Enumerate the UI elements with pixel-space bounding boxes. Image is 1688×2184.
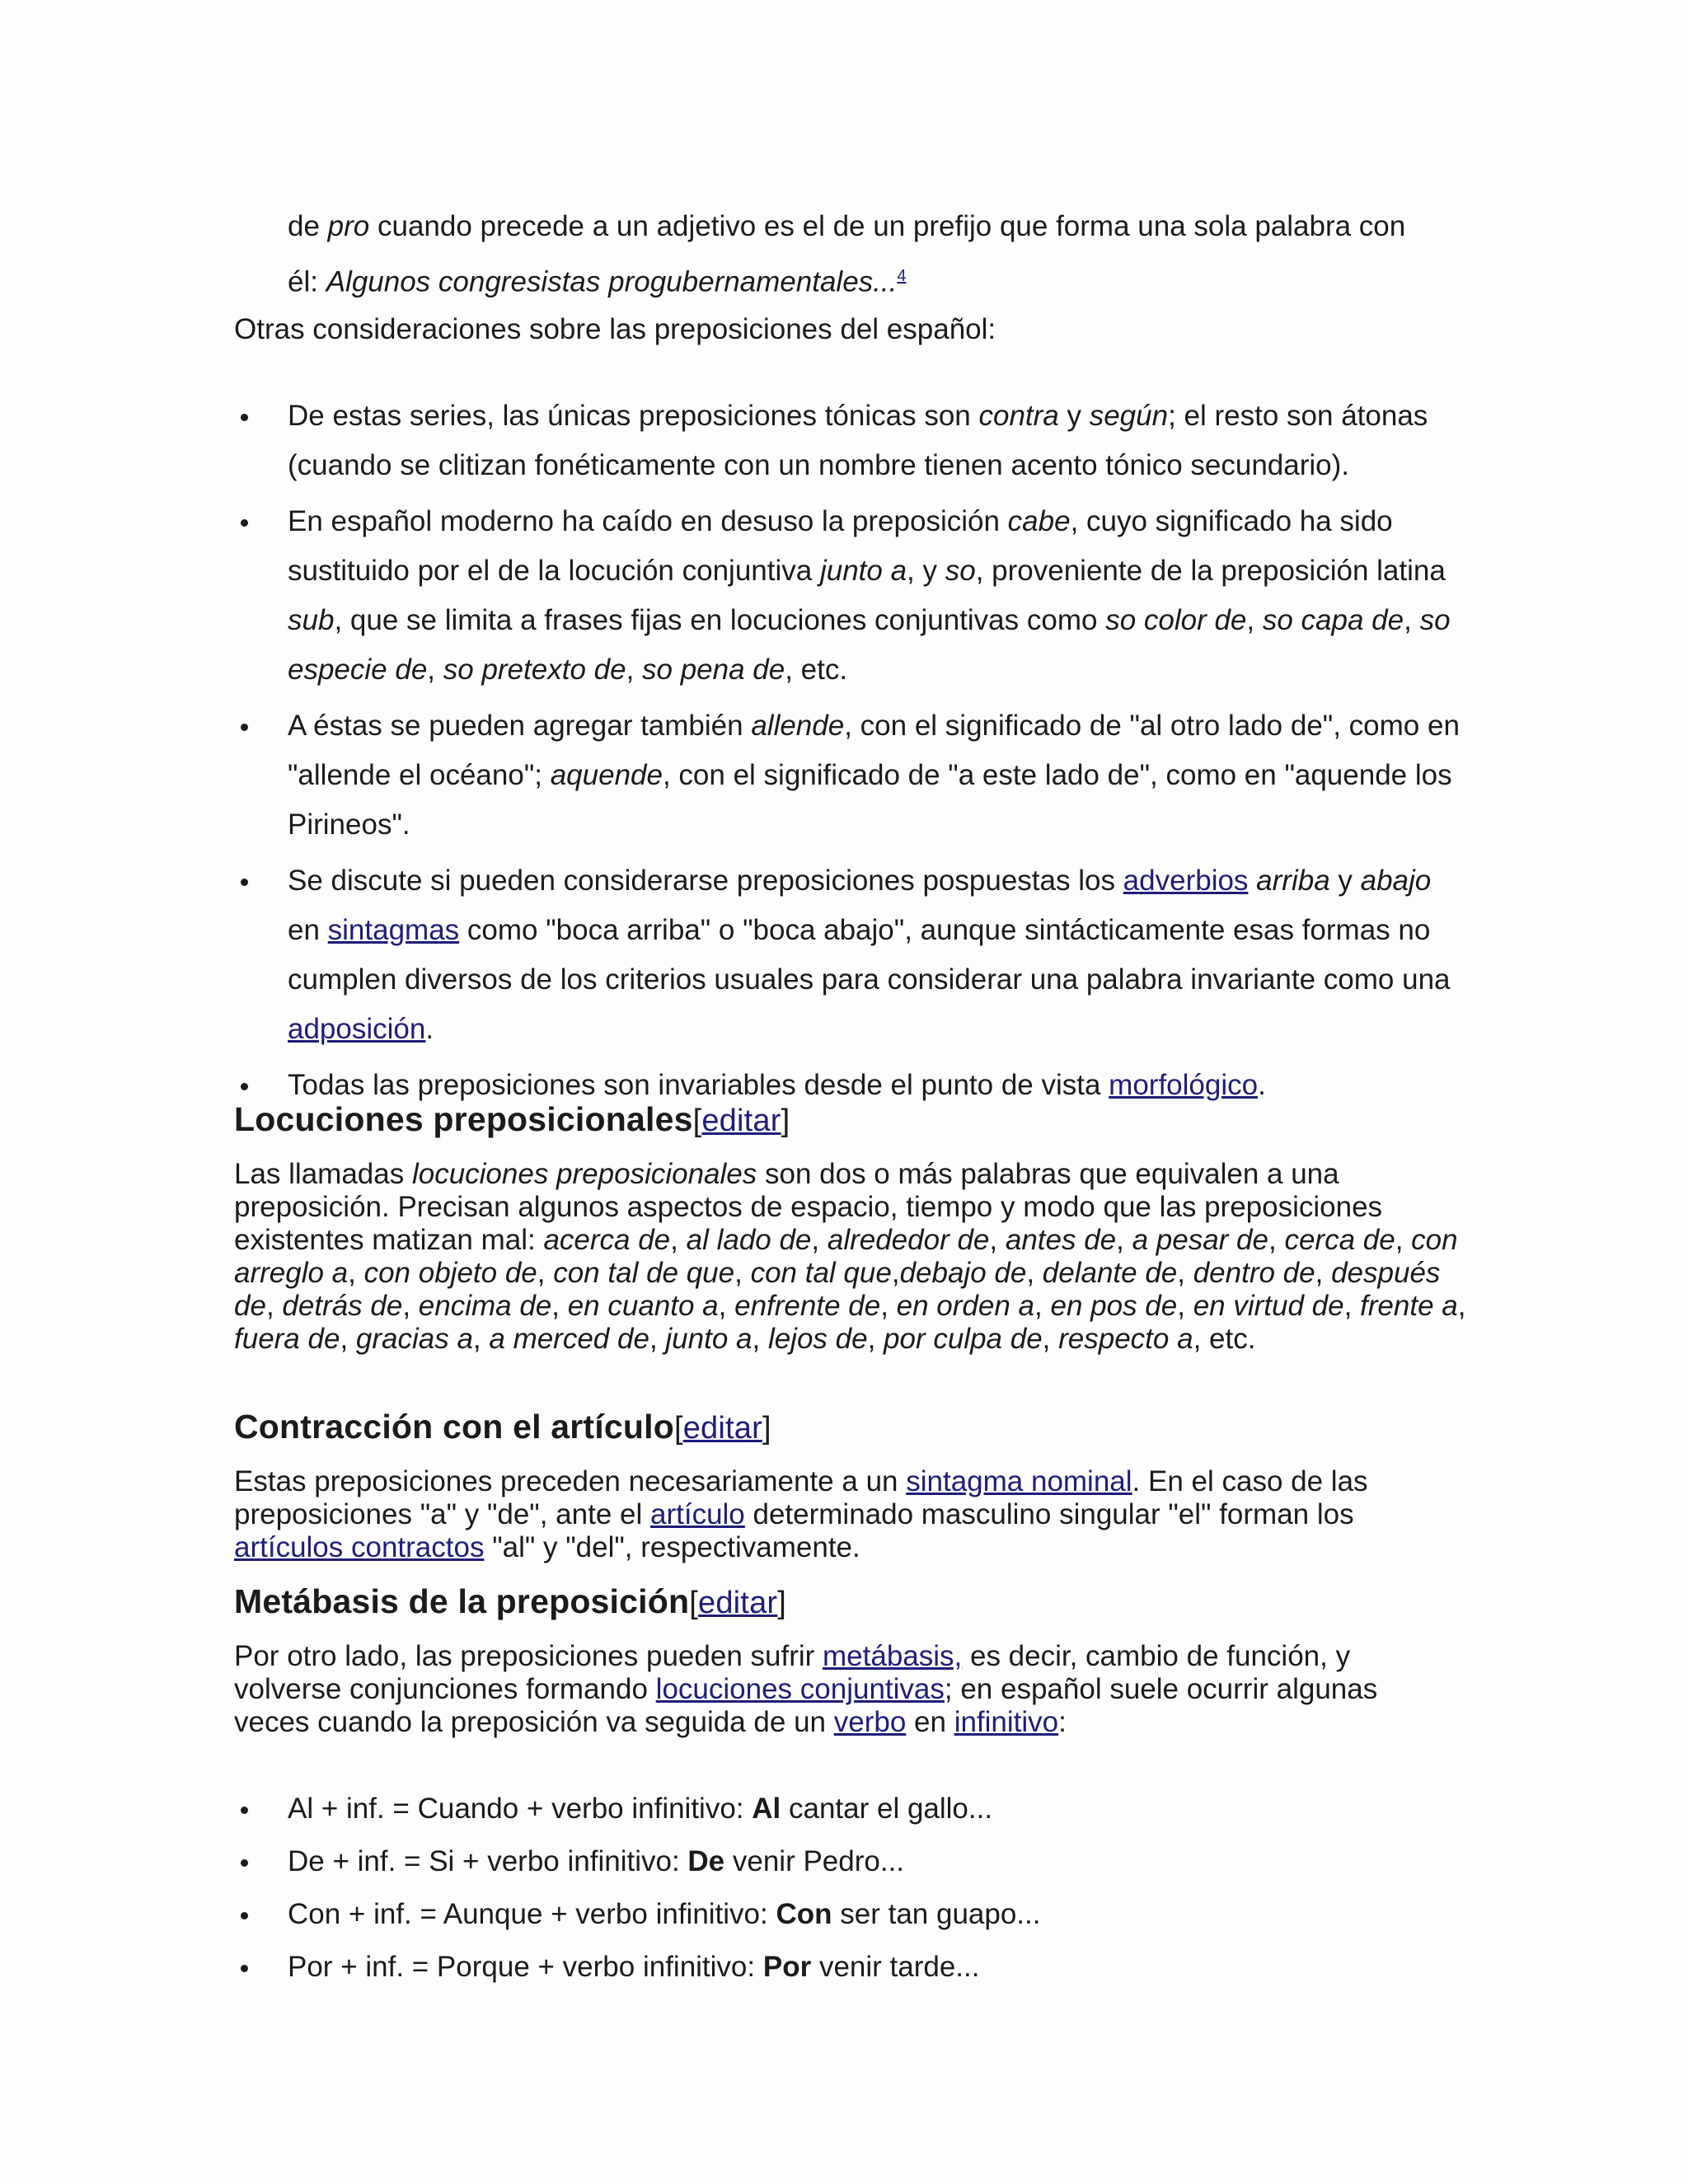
text: etc.: [1209, 1323, 1256, 1355]
text: él:: [288, 265, 326, 298]
example-locution: a merced de: [489, 1323, 649, 1355]
bullet-icon: [241, 1859, 248, 1867]
link-articulos-contractos[interactable]: artículos contractos: [234, 1531, 485, 1563]
intro-consideraciones: Otras consideraciones sobre las preposiciones del español:: [234, 313, 996, 345]
italic-term: según: [1089, 400, 1169, 432]
italic-term: cabe: [1007, 505, 1071, 537]
metabasis-paragraph: [234, 1640, 1446, 1739]
text: , cuyo significado ha sido sustituido por el de la locución conjuntiva: [288, 505, 1393, 587]
example-locution: a pesar de: [1132, 1224, 1268, 1256]
example-locution: con objeto de: [363, 1257, 537, 1289]
rule-text: Al + inf. = Cuando + verbo infinitivo:: [288, 1793, 753, 1825]
text: en: [906, 1706, 954, 1738]
italic-term: junto a: [819, 555, 907, 587]
bold-term: De: [687, 1845, 725, 1877]
continuation-paragraph: [234, 202, 1483, 307]
example-locution: por culpa de: [884, 1323, 1043, 1355]
text: ,: [1246, 604, 1263, 636]
text: cuando precede a un adjetivo es el de un prefijo que forma una sola palabra con: [369, 210, 1406, 242]
text: , que se limita a frases fijas en locuciones conjuntivas como: [334, 604, 1106, 636]
example-locution: enfrente de: [734, 1290, 881, 1322]
bold-term: Al: [752, 1793, 781, 1825]
list-item: [234, 856, 1470, 1054]
list-item: [234, 1943, 1470, 1992]
example-locution: encima de: [418, 1290, 552, 1322]
rule-text: Con + inf. = Aunque + verbo infinitivo:: [288, 1898, 776, 1930]
list-item: [234, 497, 1470, 695]
text: [1248, 865, 1256, 897]
link-infinitivo[interactable]: infinitivo: [954, 1706, 1059, 1738]
section-title: Locuciones preposicionales: [234, 1100, 693, 1138]
text: , proveniente de la preposición latina: [975, 555, 1446, 587]
text: , con el significado de "a este lado de", como en "aquende los Pirineos".: [288, 759, 1452, 841]
text: y: [1058, 400, 1090, 432]
example-locution: delante de: [1042, 1257, 1178, 1289]
example-text: cantar el gallo...: [781, 1793, 993, 1825]
bullet-icon: [241, 1807, 248, 1814]
example-locution: lejos de: [767, 1323, 868, 1355]
contraccion-paragraph: [234, 1465, 1446, 1564]
example-locution: antes de: [1005, 1224, 1117, 1256]
locuciones-paragraph: Las llamadas locuciones preposicionales son dos o más palabras que equivalen a una preposición. Precisan algunos aspectos de espacio, tiempo y modo que las preposiciones existentes matizan mal: acerca de, al lado de, alrededor de, antes de, a pesar de, cerca de, con arreglo a, con objeto de, con tal de que, con tal que,debajo de, delante de, dentro de, después de, detrás de, encima de, en cuanto a, enfrente de, en orden a, en pos de, en virtud de, frente a, fuera de, gracias a, a merced de, junto a, lejos de, por culpa de, respecto a, etc.: [234, 1158, 1466, 1355]
text: en: [288, 914, 328, 946]
considerations-list: [234, 391, 1470, 1110]
list-item: [234, 391, 1470, 490]
text: es decir, cambio de función, y volverse conjunciones formando: [234, 1640, 1351, 1705]
text: A éstas se pueden agregar también: [288, 710, 752, 742]
example-locution: en cuanto a: [567, 1290, 719, 1322]
example-locution: detrás de: [282, 1290, 403, 1322]
edit-link[interactable]: editar: [701, 1104, 781, 1138]
link-adposicion[interactable]: adposición: [288, 1013, 426, 1045]
heading-metabasis: Metábasis de la preposición[editar]: [234, 1582, 787, 1620]
footnote-link[interactable]: 4: [897, 267, 907, 285]
text: En español moderno ha caído en desuso la preposición: [288, 505, 1008, 537]
example-text: venir tarde...: [811, 1951, 980, 1983]
italic-term: abajo: [1360, 865, 1432, 897]
heading-contraccion: Contracción con el artículo[editar]: [234, 1408, 771, 1446]
example-locution: cerca de: [1284, 1224, 1395, 1256]
italic-term: sub: [288, 604, 335, 636]
text: , etc.: [785, 654, 848, 686]
bullet-icon: [241, 519, 248, 527]
list-item: [234, 701, 1470, 850]
text: ,: [1404, 604, 1420, 636]
italic-term: contra: [978, 400, 1059, 432]
link-sintagmas[interactable]: sintagmas: [327, 914, 460, 946]
text: , con el significado de "al otro lado de", como en "allende el océano";: [288, 710, 1460, 791]
link-verbo[interactable]: verbo: [833, 1706, 907, 1738]
edit-link[interactable]: editar: [682, 1411, 762, 1446]
text: . En el caso de las preposiciones "a" y "de", ante el: [234, 1465, 1368, 1530]
bold-term: Por: [762, 1951, 812, 1983]
example-locution: acerca de: [543, 1224, 671, 1256]
example-locution: en virtud de: [1193, 1290, 1344, 1322]
section-title: Contracción con el artículo: [234, 1408, 674, 1446]
link-locuciones-conjuntivas[interactable]: locuciones conjuntivas: [655, 1673, 945, 1705]
list-item: [234, 1784, 1470, 1834]
link-articulo[interactable]: artículo: [650, 1498, 745, 1530]
example-locution: en pos de: [1050, 1290, 1178, 1322]
link-sintagma-nominal[interactable]: sintagma nominal: [906, 1465, 1132, 1497]
text: ,: [427, 654, 443, 686]
text: De estas series, las únicas preposiciones tónicas son: [288, 400, 979, 432]
example-locution: alrededor de: [827, 1224, 990, 1256]
text: determinado masculino singular "el" forman los: [744, 1498, 1354, 1530]
heading-locuciones: Locuciones preposicionales[editar]: [234, 1100, 790, 1138]
text: como "boca arriba" o "boca abajo", aunque sintácticamente esas formas no cumplen diversos de los criterios usuales para considerar una palabra invariante como una: [288, 914, 1451, 996]
bullet-icon: [241, 414, 248, 421]
bold-term: Con: [776, 1898, 832, 1930]
italic-term: allende: [751, 710, 845, 742]
example-locution: después de: [234, 1257, 1441, 1322]
example-locution: junto a: [665, 1323, 753, 1355]
text: .: [1258, 1069, 1266, 1101]
link-metabasis[interactable]: metábasis,: [823, 1640, 963, 1672]
italic-term: aquende: [550, 759, 663, 791]
text: y: [1329, 865, 1361, 897]
rule-text: Por + inf. = Porque + verbo infinitivo:: [288, 1951, 763, 1983]
italic-term: so especie de: [288, 604, 1451, 686]
section-title: Metábasis de la preposición: [234, 1582, 690, 1620]
text: ,: [626, 654, 643, 686]
rule-text: De + inf. = Si + verbo infinitivo:: [288, 1845, 688, 1877]
metabasis-examples-list: [234, 1784, 1470, 1992]
list-item: [234, 1890, 1470, 1939]
italic-term: so pena de: [642, 654, 785, 686]
text: :: [1058, 1706, 1067, 1738]
example-locution: fuera de: [234, 1323, 340, 1355]
example-locution: con arreglo a: [234, 1224, 1458, 1289]
text: Se discute si pueden considerarse preposiciones pospuestas los: [288, 865, 1123, 897]
italic-term: so color de: [1105, 604, 1247, 636]
text: de: [288, 210, 328, 242]
example-locution: dentro de: [1193, 1257, 1315, 1289]
bullet-icon: [241, 1912, 248, 1919]
example-locution: en orden a: [896, 1290, 1035, 1322]
bullet-icon: [241, 879, 248, 886]
text: son dos o más palabras que equivalen a una preposición. Precisan algunos aspectos de espacio, tiempo y modo que las preposiciones existentes matizan mal:: [234, 1158, 1383, 1256]
text: Las llamadas: [234, 1158, 412, 1190]
example-locution: al lado de: [686, 1224, 812, 1256]
example-sentence: Algunos congresistas progubernamentales...: [326, 265, 898, 298]
link-adverbios[interactable]: adverbios: [1123, 865, 1249, 897]
example-text: venir Pedro...: [724, 1845, 905, 1877]
italic-term: so pretexto de: [443, 654, 626, 686]
example-text: ser tan guapo...: [832, 1898, 1041, 1930]
text: Estas preposiciones preceden necesariamente a un: [234, 1465, 907, 1497]
list-item: [234, 1837, 1470, 1886]
bullet-icon: [241, 1083, 248, 1090]
bullet-icon: [241, 724, 248, 731]
text: , y: [907, 555, 945, 587]
text: "al" y "del", respectivamente.: [484, 1531, 860, 1563]
text: ; en español suele ocurrir algunas veces cuando la preposición va seguida de un: [234, 1673, 1378, 1738]
italic-term: pro: [327, 210, 370, 242]
example-locution: respecto a: [1058, 1323, 1193, 1355]
example-locution: debajo de: [899, 1257, 1027, 1289]
example-locution: gracias a: [355, 1323, 473, 1355]
text: ; el resto son átonas (cuando se clitizan fonéticamente con un nombre tienen acento tónico secundario).: [288, 400, 1428, 481]
example-locution: con tal de que: [553, 1257, 735, 1289]
bullet-icon: [241, 1965, 248, 1972]
italic-term: so capa de: [1262, 604, 1404, 636]
italic-term: arriba: [1256, 865, 1330, 897]
example-locution: con tal que: [750, 1257, 892, 1289]
text: .: [425, 1013, 434, 1045]
edit-link[interactable]: editar: [698, 1586, 778, 1620]
link-morfologico[interactable]: morfológico: [1109, 1069, 1259, 1101]
italic-term: so: [945, 555, 976, 587]
text: Todas las preposiciones son invariables desde el punto de vista: [288, 1069, 1109, 1101]
example-locution: frente a: [1360, 1290, 1458, 1322]
italic-term: locuciones preposicionales: [411, 1158, 757, 1190]
text: Por otro lado, las preposiciones pueden sufrir: [234, 1640, 823, 1672]
